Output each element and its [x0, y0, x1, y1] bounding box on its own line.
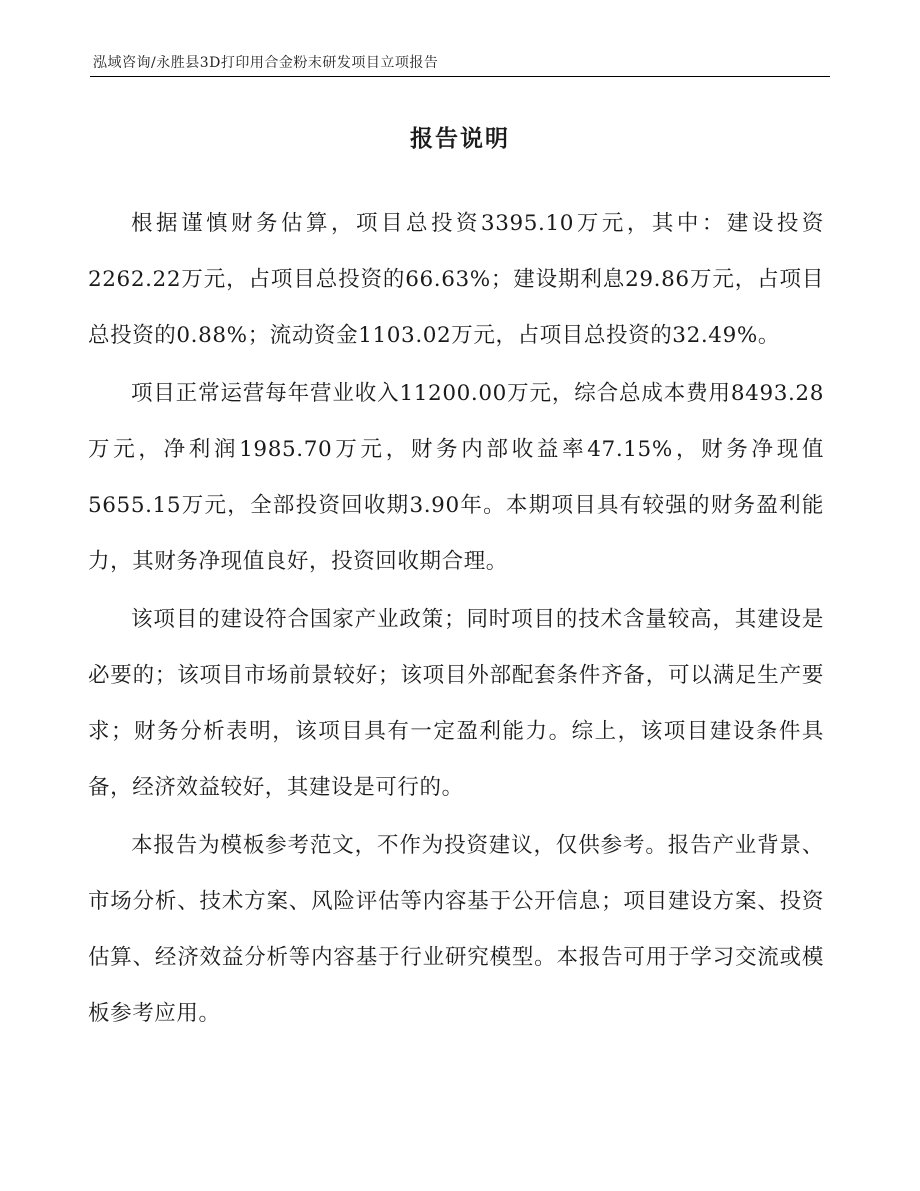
paragraph-disclaimer: 本报告为模板参考范文，不作为投资建议，仅供参考。报告产业背景、市场分析、技术方案、风险评估等内容基于公开信息；项目建设方案、投资估算、经济效益分析等内容基于行业研究模型。本报告可用于学习交流或模板参考应用。 — [88, 833, 824, 1026]
report-body — [88, 196, 824, 1044]
page-title: 报告说明 — [410, 125, 510, 152]
paragraph-investment: 根据谨慎财务估算，项目总投资3395.10万元，其中：建设投资2262.22万元，占项目总投资的66.63%；建设期利息29.86万元，占项目总投资的0.88%；流动资金1103.02万元，占项目总投资的32.49%。 — [88, 211, 824, 348]
paragraph-feasibility: 该项目的建设符合国家产业政策；同时项目的技术含量较高，其建设是必要的；该项目市场前景较好；该项目外部配套条件齐备，可以满足生产要求；财务分析表明，该项目具有一定盈利能力。综上，该项目建设条件具备，经济效益较好，其建设是可行的。 — [88, 607, 824, 800]
paragraph-financials: 项目正常运营每年营业收入11200.00万元，综合总成本费用8493.28万元，净利润1985.70万元，财务内部收益率47.15%，财务净现值5655.15万元，全部投资回收期3.90年。本期项目具有较强的财务盈利能力，其财务净现值良好，投资回收期合理。 — [88, 381, 824, 574]
running-header: 泓域咨询/永胜县3D打印用合金粉末研发项目立项报告 — [93, 55, 439, 71]
header-rule — [90, 76, 830, 77]
